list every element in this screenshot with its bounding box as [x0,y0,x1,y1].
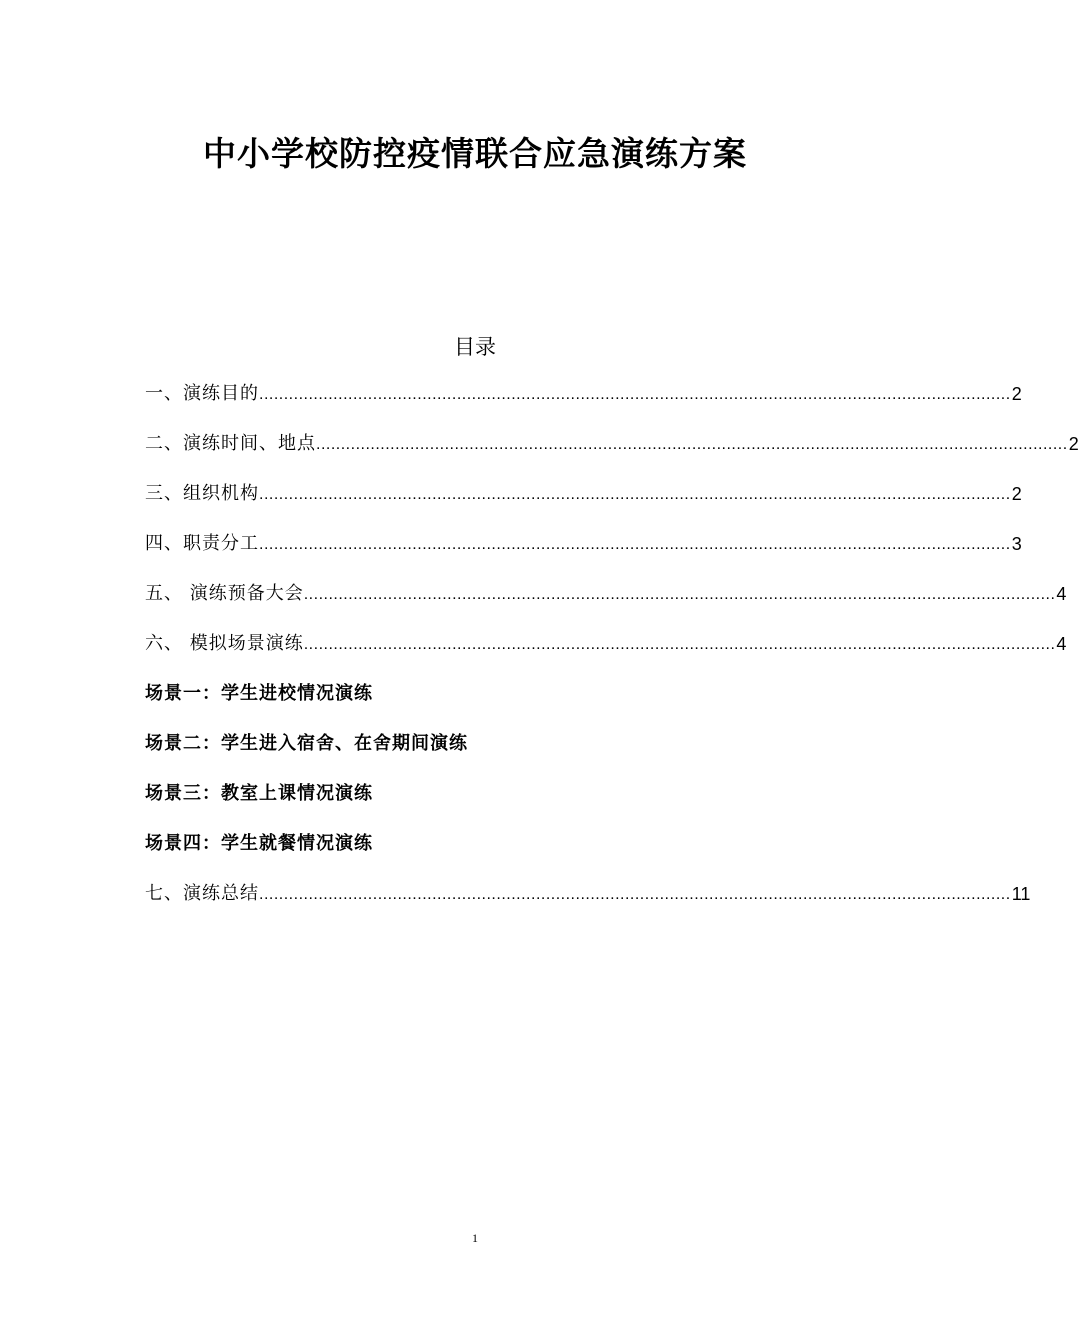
toc-entry-drill-time-place[interactable] [145,430,1079,480]
toc-entry-label: 场景四：学生就餐情况演练 [145,833,373,854]
toc-entry-label: 一、演练目的 [145,383,259,404]
toc-entry-scenario-drill[interactable] [145,630,1067,680]
toc-dot-leader: ........................................................................................................................................................ [259,886,1011,903]
toc-entry-label: 七、演练总结 [145,883,259,904]
toc-entry-organization[interactable] [145,480,1022,530]
toc-entry-scenario-two[interactable] [145,730,807,780]
toc-entry-label: 场景一：学生进校情况演练 [145,683,373,704]
toc-entry-label: 场景二：学生进入宿舍、在舍期间演练 [145,733,468,754]
toc-dot-leader: ........................................................................................................................................................ [259,486,1011,503]
toc-entry-scenario-one[interactable] [145,680,807,730]
toc-entry-label: 三、组织机构 [145,483,259,504]
toc-entry-label: 四、职责分工 [145,533,259,554]
toc-entry-drill-purpose[interactable] [145,380,1022,430]
toc-dot-leader: ........................................................................................................................................................ [259,386,1011,403]
table-of-contents [145,380,1079,930]
document-title: 中小学校防控疫情联合应急演练方案 [203,134,747,173]
toc-entry-label: 场景三：教室上课情况演练 [145,783,373,804]
toc-entry-page: 2 [1068,434,1079,454]
toc-entry-scenario-three[interactable] [145,780,807,830]
toc-entry-page: 2 [1011,484,1022,504]
toc-entry-label: 六、 模拟场景演练 [145,633,304,654]
toc-dot-leader: ........................................................................................................................................................ [303,586,1056,603]
toc-dot-leader: ........................................................................................................................................................ [303,636,1056,653]
toc-entry-page: 2 [1011,384,1022,404]
toc-entry-page: 4 [1056,584,1067,604]
toc-entry-responsibilities[interactable] [145,530,1022,580]
toc-dot-leader: ........................................................................................................................................................ [259,536,1011,553]
toc-entry-scenario-four[interactable] [145,830,807,880]
toc-entry-drill-summary[interactable] [145,880,1031,930]
toc-dot-leader: ........................................................................................................................................................ [316,436,1068,453]
toc-entry-page: 3 [1011,534,1022,554]
toc-entry-page: 11 [1011,884,1031,904]
toc-heading: 目录 [454,335,496,359]
toc-entry-preparation-meeting[interactable] [145,580,1067,630]
toc-entry-page: 4 [1056,634,1067,654]
page-number: 1 [472,1231,478,1245]
toc-entry-label: 二、演练时间、地点 [145,433,316,454]
toc-entry-label: 五、 演练预备大会 [145,583,304,604]
